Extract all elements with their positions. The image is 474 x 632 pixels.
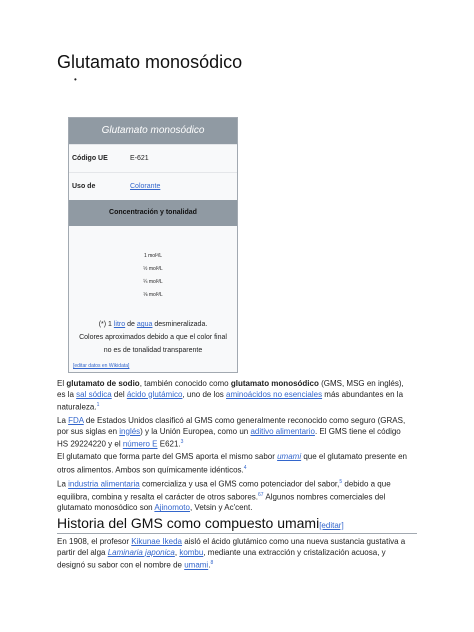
text: La [57,479,69,489]
heading-text: Historia del GMS como compuesto umami [57,515,320,531]
infobox-row-codigo [69,144,237,172]
text: que el glutamato presente en otros alimentos. Ambos son químicamente idénticos. [57,452,407,475]
text: de Estados Unidos clasificó al GMS como generalmente reconocido como seguro (GRAS, por sus siglas en [57,416,406,436]
infobox-note [69,314,237,357]
text: , uno de los [182,389,227,399]
text: Algunos nombres comerciales del glutamato monosódico son [57,492,386,513]
note-text: desmineralizada. [152,321,208,328]
paragraph-historia [57,537,409,571]
citation-link[interactable]: 1 [96,402,100,408]
note-line: Colores aproximados debido a que el color final [79,334,227,341]
text: comercializa y usa el GMS como potenciador del sabor, [139,479,340,489]
industria-alimentaria-link[interactable]: industria alimentaria [68,479,140,489]
infobox [68,117,238,373]
text: del [111,389,127,399]
ingles-link[interactable]: inglés [119,426,141,436]
ajinomoto-link[interactable]: Ajinomoto [154,503,190,513]
citation-link[interactable]: 5 [339,479,343,485]
agua-link[interactable]: agua [136,321,153,328]
infobox-section-header: Concentración y tonalidad [69,200,237,226]
sal-sodica-link[interactable]: sal sódica [76,389,112,399]
text: . [208,560,211,570]
text: (GMS, MSG en inglés), es la [57,379,404,399]
kombu-link[interactable]: kombu [179,547,204,557]
umami-link-2[interactable]: umami [184,560,209,570]
umami-link[interactable]: umami [277,452,302,461]
text: . El GMS tiene el código HS 29224220 y el [57,426,401,449]
text: , [174,547,180,557]
text: E621. [157,439,181,449]
section-heading-historia [57,515,417,534]
numero-e-link[interactable]: número E [122,439,158,449]
citation-link[interactable]: 67 [258,492,264,499]
text: El glutamato que forma parte del GMS aporta el mismo sabor [57,452,278,461]
kikunae-ikeda-link[interactable]: Kikunae Ikeda [131,537,182,546]
bullet-point: • [74,75,77,84]
note-line: no es de tonalidad transparente [103,347,203,354]
citation-link[interactable]: 8 [210,560,214,566]
citation-link[interactable]: 4 [243,464,247,471]
edit-section-link[interactable]: [editar] [319,521,344,530]
infobox-title: Glutamato monosódico [69,118,237,144]
text: aisló el ácido glutámico como una nueva sustancia gustativa a partir del alga [57,537,406,557]
bold-term: glutamato monosódico [230,379,319,388]
text: , también conocido como [139,379,231,388]
text: más abundantes en la naturaleza. [57,389,404,412]
text: , Vetsin y Ac'cent. [189,503,253,513]
bold-term: glutamato de sodio [66,379,140,388]
colorante-link[interactable]: Colorante [130,183,161,190]
swatch-label: ¼ mol²/L [143,279,163,285]
edit-wikidata-text[interactable]: [editar datos en Wikidata] [73,363,130,369]
text: En 1908, el profesor [57,537,132,546]
text: La [57,416,69,425]
aditivo-alimentario-link[interactable]: aditivo alimentario [250,426,315,436]
infobox-value: E-621 [130,155,149,162]
note-text: de [125,321,137,328]
paragraph-fda [57,416,409,450]
fda-link[interactable]: FDA [68,416,84,425]
infobox-label: Uso de [72,183,96,190]
note-text: (*) 1 [98,321,114,328]
page-title: Glutamato monosódico [57,52,243,72]
citation-link[interactable]: 3 [180,439,184,445]
infobox-row-uso [69,172,237,200]
aminoacidos-link[interactable]: aminoácidos no esenciales [226,389,323,399]
swatch-label: ½ mol²/L [143,266,163,272]
text: ) y la Unión Europea, como un [140,426,251,436]
paragraph-industria [57,477,409,514]
paragraph-intro [57,379,409,413]
litro-link[interactable]: litro [113,321,126,328]
text: , mediante una extracción y cristalización acuosa, y designó su sabor con el nombre de [57,547,386,570]
concentration-swatches [69,226,237,314]
laminaria-japonica-link[interactable]: Laminaria japonica [107,547,175,557]
edit-wikidata-link[interactable] [69,357,237,372]
paragraph-umami [57,452,409,476]
swatch-label: 1 mol²/L [143,253,163,259]
swatch-label: ⅛ mol²/L [143,292,163,298]
infobox-label: Código UE [72,155,108,162]
text: debido a que equilibra, combina y resalta el carácter de otros sabores. [57,479,391,502]
acido-glutamico-link[interactable]: ácido glutámico [126,389,183,399]
text: El [57,379,67,388]
